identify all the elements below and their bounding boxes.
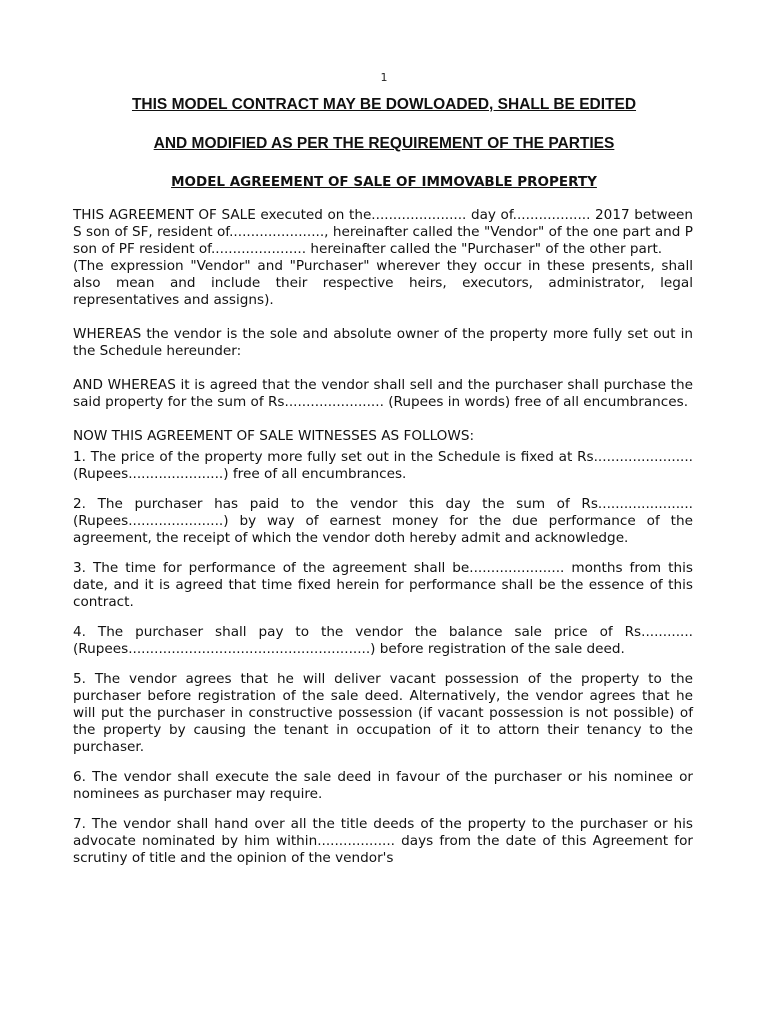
clause-7: 7. The vendor shall hand over all the title deeds of the property to the purchaser or his advocate nominated by him within.................. days from the date of this Agreement for scrutiny of title and the opinion of the vendor's (73, 816, 693, 866)
whereas-paragraph-2: AND WHEREAS it is agreed that the vendor shall sell and the purchaser shall purchase the said property for the sum of Rs....................... (Rupees in words) free of all encumbrances. (73, 377, 693, 410)
expression-paragraph: (The expression "Vendor" and "Purchaser" wherever they occur in these presents, shall also mean and include their respective heirs, executors, administrator, legal representatives and assigns). (73, 258, 693, 308)
agreement-body (73, 207, 693, 867)
clause-3: 3. The time for performance of the agreement shall be...................... months from this date, and it is agreed that time fixed herein for performance shall be the essence of this contract. (73, 560, 693, 610)
heading-line-1: THIS MODEL CONTRACT MAY BE DOWLOADED, SHALL BE EDITED (131, 96, 637, 113)
clause-1: 1. The price of the property more fully set out in the Schedule is fixed at Rs.......................(Rupees......................) free of all encumbrances. (73, 449, 693, 482)
clause-2: 2. The purchaser has paid to the vendor this day the sum of Rs...................... (Rupees......................) by way of earnest money for the due performance of the agreement, the receipt of which the vendor doth hereby admit and acknowledge. (73, 496, 693, 546)
intro-paragraph: THIS AGREEMENT OF SALE executed on the...................... day of.................. 2017 between S son of SF, resident of......................, hereinafter called the "Vendor" of the one part and P son of PF resident of...................... hereinafter called the "Purchaser" of the other part. (73, 207, 693, 257)
document-title: MODEL AGREEMENT OF SALE OF IMMOVABLE PROPERTY (171, 174, 597, 190)
clause-5: 5. The vendor agrees that he will deliver vacant possession of the property to the purchaser before registration of the sale deed. Alternatively, the vendor agrees that he will put the purchaser in constructive possession (if vacant possession is not possible) of the property by causing the tenant in occupation of it to attorn their tenancy to the purchaser. (73, 671, 693, 755)
clause-6: 6. The vendor shall execute the sale deed in favour of the purchaser or his nominee or nominees as purchaser may require. (73, 769, 693, 802)
whereas-paragraph-1: WHEREAS the vendor is the sole and absolute owner of the property more fully set out in the Schedule hereunder: (73, 326, 693, 359)
page-number: 1 (380, 71, 388, 84)
clause-4: 4. The purchaser shall pay to the vendor the balance sale price of Rs............ (Rupees........................................................) before registration of the sale deed. (73, 624, 693, 657)
heading-line-2: AND MODIFIED AS PER THE REQUIREMENT OF THE PARTIES (153, 135, 615, 152)
witnesses-heading: NOW THIS AGREEMENT OF SALE WITNESSES AS FOLLOWS: (73, 428, 475, 444)
